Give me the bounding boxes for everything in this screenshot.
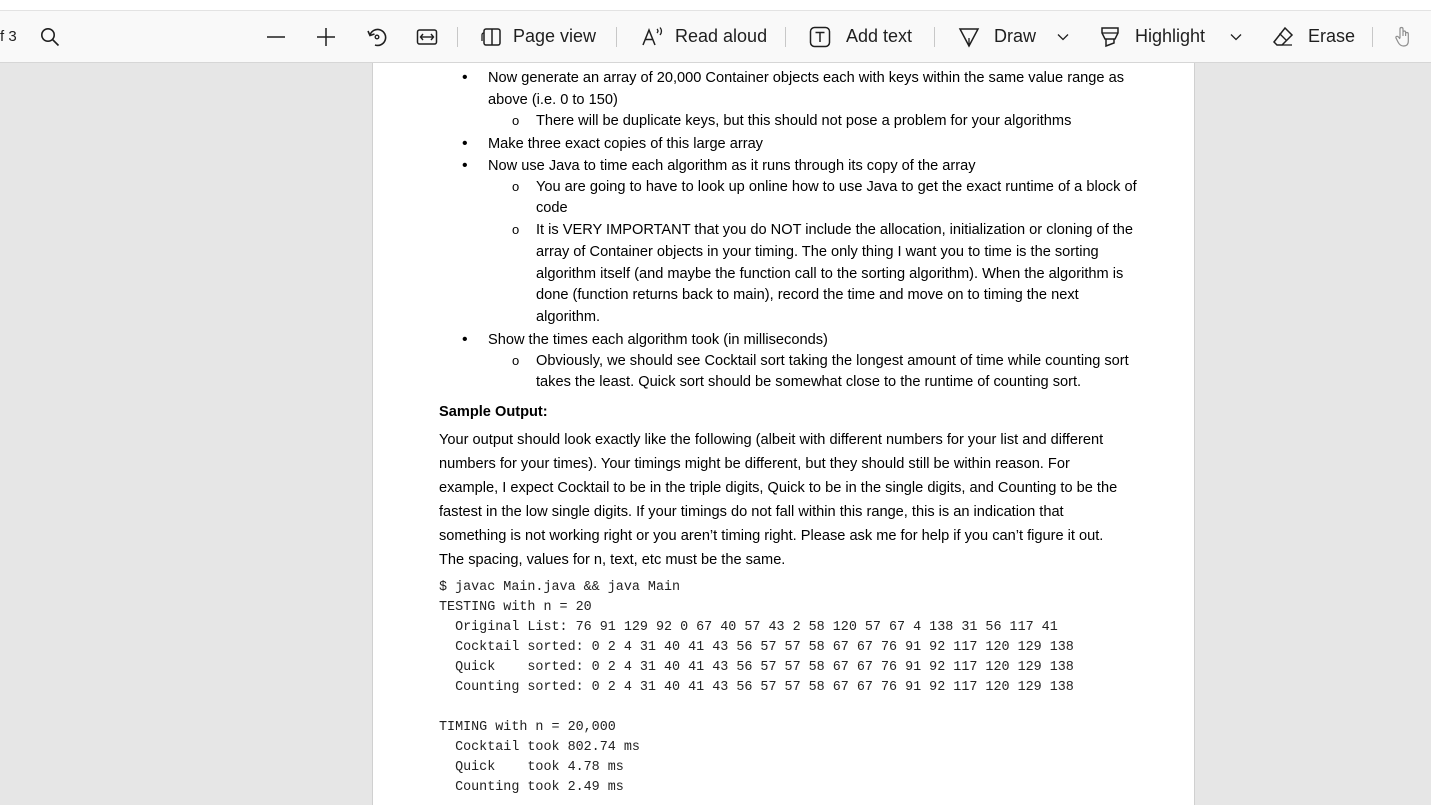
- rotate-button[interactable]: [366, 11, 388, 62]
- code-line: Counting took 2.49 ms: [439, 780, 624, 796]
- zoom-in-button[interactable]: [316, 11, 336, 62]
- sample-output-heading: Sample Output:: [439, 404, 548, 421]
- code-line: Quick sorted: 0 2 4 31 40 41 43 56 57 57 58 67 67 76 91 92 117 120 129 138: [439, 660, 1074, 676]
- toolbar-separator: [616, 27, 617, 47]
- sample-output-paragraph: Your output should look exactly like the following (albeit with different numbers for your list and different numbers for your times). Your timings might be different, but they should still be within reason. For example, I expect Cocktail to be in the triple digits, Quick to be in the single digits, and Counting to be the fastest in the low single digits. If your timings do not fall within this range, this is an indication that something is not working right or you aren’t timing right. Please ask me for help if you can’t figure it out. The spacing, values for n, text, etc must be the same.: [439, 432, 1118, 569]
- toolbar-separator: [785, 27, 786, 47]
- toolbar-separator: [457, 27, 458, 47]
- minus-icon: [266, 27, 286, 47]
- plus-icon: [316, 27, 336, 47]
- zoom-out-button[interactable]: [266, 11, 286, 62]
- touch-hand-icon: [1393, 26, 1413, 48]
- sub-list: [488, 111, 1139, 133]
- read-aloud-label: Read aloud: [675, 26, 768, 46]
- page-view-button[interactable]: [481, 11, 596, 62]
- page-count-text: f 3: [0, 28, 17, 45]
- page-view-label: Page view: [513, 26, 597, 46]
- draw-options-button[interactable]: [1057, 11, 1069, 62]
- highlighter-icon: [1099, 26, 1121, 48]
- document-content: [439, 67, 1139, 798]
- toolbar-separator: [934, 27, 935, 47]
- list-item: [439, 67, 1139, 133]
- add-text-button[interactable]: [809, 11, 912, 62]
- sub-list: [488, 351, 1139, 394]
- list-item: [439, 155, 1139, 329]
- add-text-icon: [809, 26, 831, 48]
- rotate-icon: [366, 26, 388, 48]
- draw-label: Draw: [994, 26, 1037, 46]
- sub-list-item: o There will be duplicate keys, but this should not pose a problem for your algorithms: [488, 111, 1139, 133]
- search-button[interactable]: [40, 11, 60, 62]
- page-view-icon: [481, 27, 503, 47]
- code-output-block: [439, 578, 1139, 798]
- code-line: Cocktail took 802.74 ms: [439, 740, 640, 756]
- sub-list-item: o It is VERY IMPORTANT that you do NOT include the allocation, initialization or cloning of the array of Container objects in your timing. The only thing I want you to time is the sorting algorithm itself (and maybe the function call to the sorting algorithm). When the algorithm is done (function returns back to main), record the time and move on to timing the next algorithm.: [488, 220, 1139, 329]
- read-aloud-button[interactable]: [641, 11, 767, 62]
- touch-mode-button[interactable]: [1393, 11, 1413, 62]
- pdf-page: [372, 63, 1195, 805]
- add-text-label: Add text: [846, 26, 913, 46]
- eraser-icon: [1272, 26, 1294, 48]
- code-line: TIMING with n = 20,000: [439, 720, 616, 736]
- sub-list-item: o Obviously, we should see Cocktail sort taking the longest amount of time while counting sort takes the least. Quick sort should be somewhat close to the runtime of counting sort.: [488, 351, 1139, 394]
- code-line: Counting sorted: 0 2 4 31 40 41 43 56 57 57 58 67 67 76 91 92 117 120 129 138: [439, 680, 1074, 696]
- highlight-label: Highlight: [1135, 26, 1206, 46]
- toolbar-separator: [1372, 27, 1373, 47]
- draw-pen-icon: [958, 26, 980, 48]
- sub-list-item: o You are going to have to look up online how to use Java to get the exact runtime of a block of code: [488, 177, 1139, 220]
- fit-width-icon: [416, 28, 438, 46]
- list-item: [439, 133, 1139, 155]
- code-line: $ javac Main.java && java Main: [439, 580, 681, 596]
- erase-label: Erase: [1308, 26, 1356, 46]
- draw-button[interactable]: [958, 11, 1036, 62]
- chevron-down-icon: [1230, 33, 1242, 41]
- bullet-text: Now generate an array of 20,000 Container objects each with keys within the same value range as above (i.e. 0 to 150): [488, 70, 1125, 108]
- code-line: Original List: 76 91 129 92 0 67 40 57 43 2 58 120 57 67 4 138 31 56 117 41: [439, 620, 1058, 636]
- window-top-strip: [0, 0, 1431, 11]
- highlight-button[interactable]: [1099, 11, 1205, 62]
- erase-button[interactable]: [1272, 11, 1355, 62]
- fit-width-button[interactable]: [416, 11, 438, 62]
- list-item: [439, 329, 1139, 394]
- instruction-list: [439, 67, 1139, 394]
- bullet-text: Show the times each algorithm took (in milliseconds): [488, 331, 828, 348]
- code-line: TESTING with n = 20: [439, 600, 592, 616]
- code-line: Cocktail sorted: 0 2 4 31 40 41 43 56 57 57 58 67 67 76 91 92 117 120 129 138: [439, 640, 1074, 656]
- code-line: Quick took 4.78 ms: [439, 760, 624, 776]
- highlight-options-button[interactable]: [1230, 11, 1242, 62]
- read-aloud-icon: [641, 27, 665, 47]
- bullet-text: Now use Java to time each algorithm as it runs through its copy of the array: [488, 157, 976, 174]
- search-icon: [40, 27, 60, 47]
- code-line: [439, 698, 1139, 718]
- bullet-text: Make three exact copies of this large array: [488, 135, 763, 152]
- pdf-toolbar: [0, 11, 1431, 63]
- sub-list: [488, 177, 1139, 329]
- chevron-down-icon: [1057, 33, 1069, 41]
